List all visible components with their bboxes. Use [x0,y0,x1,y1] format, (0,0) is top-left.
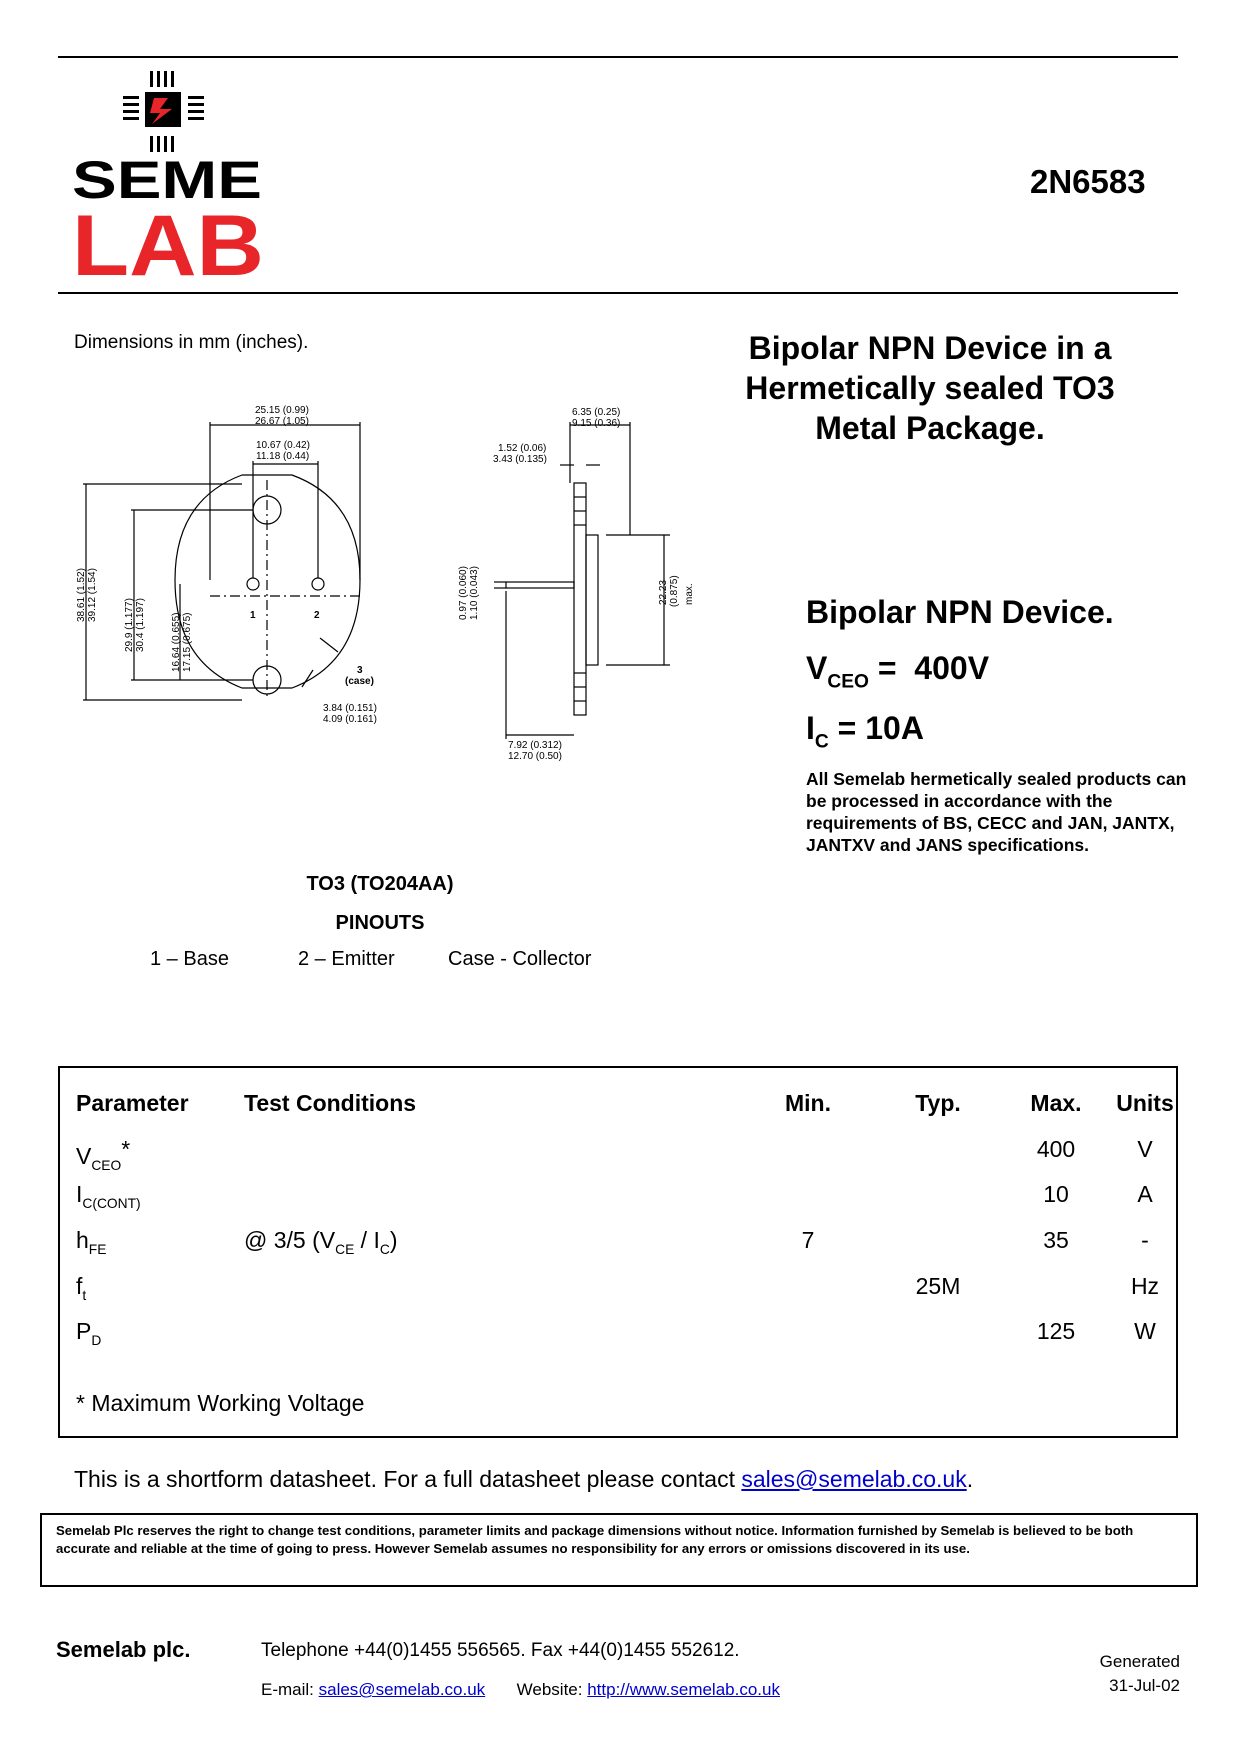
footer-contact [261,1680,780,1700]
shortform-text: This is a shortform datasheet. For a full datasheet please contact [74,1466,742,1492]
dim-height-a: 38.61 (1.52) [76,568,87,622]
side-body-c: max. [684,583,695,605]
side-lead-len-b: 12.70 (0.50) [508,751,562,762]
package-drawing-side [450,405,710,765]
cond-text: / I [354,1227,380,1253]
table-row-param [76,1273,86,1303]
dim-hole-dia-a: 3.84 (0.151) [323,703,377,714]
side-lead-dia-b: 1.10 (0.043) [469,566,480,620]
table-cell-max: 125 [1036,1318,1076,1344]
email-label: E-mail: [261,1680,319,1699]
header-conditions: Test Conditions [244,1090,417,1116]
table-cell-max: 400 [1036,1136,1076,1162]
generated-label: Generated [1099,1652,1180,1671]
disclaimer-box [40,1513,1198,1587]
ic-symbol: I [806,710,815,746]
ic-subscript: C [814,731,829,753]
package-drawing-front [70,400,450,770]
side-top-b: 9.15 (0.36) [572,418,621,429]
disclaimer-text: Semelab Plc reserves the right to change test conditions, parameter limits and package dimensions without notice. Information furnished by Semelab is believed to be both accurate and reliable at the time of going to press. However Semelab assumes no responsibility for any errors or omissions discovered in its use. [56,1523,1134,1556]
package-name: TO3 (TO204AA) [306,873,454,895]
table-cell-max: 10 [1043,1181,1069,1207]
semelab-logo [70,68,270,280]
table-row-param [76,1227,106,1257]
dim-width-a: 25.15 (0.99) [255,405,309,416]
part-number: 2N6583 [1030,163,1146,200]
vceo-rating [806,650,989,694]
table-cell-unit: A [1137,1181,1153,1207]
table-cell-unit: - [1141,1227,1149,1253]
table-row-param [76,1318,101,1348]
shortform-end: . [966,1466,974,1492]
footer-phone: Telephone +44(0)1455 556565. Fax +44(0)1455 552612. [261,1640,740,1661]
param-subscript: D [91,1333,102,1349]
website-label: Website: [516,1680,588,1699]
dim-height-b: 39.12 (1.54) [87,568,98,622]
table-cell-unit: V [1137,1136,1153,1162]
spec-table [58,1066,1178,1438]
dim-holes-b: 11.18 (0.44) [256,451,310,462]
generated-stamp [1080,1650,1180,1698]
logo-word-seme: SEME [72,151,262,210]
dim-holes-a: 10.67 (0.42) [256,440,310,451]
param-symbol: I [76,1181,83,1207]
flange [574,483,586,715]
can-body [586,535,598,665]
header-parameter: Parameter [76,1090,189,1116]
hermetic-note: All Semelab hermetically sealed products can be processed in accordance with the requirements of BS, CECC and JAN, JANTX, JANTXV and JANS specifications. [806,769,1187,855]
footer-company: Semelab plc. [56,1637,191,1662]
dim-pin-b: 17.15 (0.675) [182,612,193,672]
pin2-label: 2 [314,610,320,621]
pin1-label: 1 [250,610,256,621]
header-min: Min. [785,1090,831,1116]
pin3-label: 3 [357,665,363,676]
logo-word-lab: LAB [72,198,264,280]
param-subscript: t [82,1288,87,1304]
param-symbol: f [76,1273,83,1299]
side-body-b: (0.875) [669,575,680,607]
page-title [710,328,1150,448]
side-body-a: 22.23 [658,579,669,605]
dim-hole-dia-b: 4.09 (0.161) [323,714,377,725]
param-subscript: CEO [91,1158,122,1174]
top-rule [58,56,1178,58]
table-cell-max: 35 [1043,1227,1069,1253]
vceo-symbol: V [806,650,828,686]
title-line: Hermetically sealed TO3 [745,370,1115,406]
pin2-circle [312,578,324,590]
side-flange-b: 3.43 (0.135) [493,454,547,465]
param-suffix: * [121,1136,131,1162]
dimensions-note: Dimensions in mm (inches). [74,332,309,353]
ic-value: = 10A [837,710,924,746]
table-cell-unit: W [1134,1318,1156,1344]
dim-pin-a: 16.64 (0.655) [171,612,182,672]
pinout-case: Case - Collector [448,948,592,970]
shortform-note [74,1466,973,1493]
table-cell-conditions [244,1227,397,1257]
table-footnote: * Maximum Working Voltage [76,1390,365,1416]
pinouts-title: PINOUTS [335,912,425,934]
pin1-circle [247,578,259,590]
param-symbol: h [76,1227,89,1253]
generated-date: 31-Jul-02 [1109,1676,1180,1695]
pinout-base: 1 – Base [150,948,229,970]
cond-subscript: C [379,1242,390,1258]
dim-width-b: 26.67 (1.05) [255,416,309,427]
side-lead-dia-a: 0.97 (0.060) [458,566,469,620]
cond-text: @ 3/5 (V [244,1227,336,1253]
device-heading: Bipolar NPN Device. [806,594,1114,630]
table-cell-unit: Hz [1130,1273,1160,1299]
table-row-param [76,1181,141,1211]
pinout-emitter: 2 – Emitter [298,948,395,970]
logo-emblem [123,71,204,152]
sales-email-link[interactable]: sales@semelab.co.uk [741,1466,967,1492]
header-max: Max. [1030,1090,1082,1116]
side-lead-len-a: 7.92 (0.312) [508,740,562,751]
footer-email-link[interactable]: sales@semelab.co.uk [318,1680,486,1699]
header-typ: Typ. [915,1090,961,1116]
ic-rating [806,710,924,754]
vceo-value: = 400V [877,650,990,686]
param-subscript: C(CONT) [82,1196,141,1212]
footer-website-link[interactable]: http://www.semelab.co.uk [587,1680,780,1699]
header-bottom-rule [58,292,1178,294]
param-symbol: P [76,1318,92,1344]
table-row-param [76,1136,130,1173]
side-flange-a: 1.52 (0.06) [498,443,547,454]
dim-mount-a: 29.9 (1.177) [124,598,135,652]
cond-subscript: CE [335,1242,355,1258]
table-cell-typ: 25M [915,1273,961,1299]
title-line: Metal Package. [815,410,1045,446]
header-units: Units [1116,1090,1174,1116]
param-symbol: V [76,1142,92,1169]
pin3-note: (case) [345,676,374,687]
title-line: Bipolar NPN Device in a [748,330,1112,366]
cond-text: ) [389,1227,398,1253]
param-subscript: FE [88,1242,107,1258]
side-top-a: 6.35 (0.25) [572,407,621,418]
side-lead [506,582,574,588]
table-cell-min: 7 [801,1227,815,1253]
vceo-subscript: CEO [827,671,869,693]
dim-mount-b: 30.4 (1.197) [135,598,146,652]
